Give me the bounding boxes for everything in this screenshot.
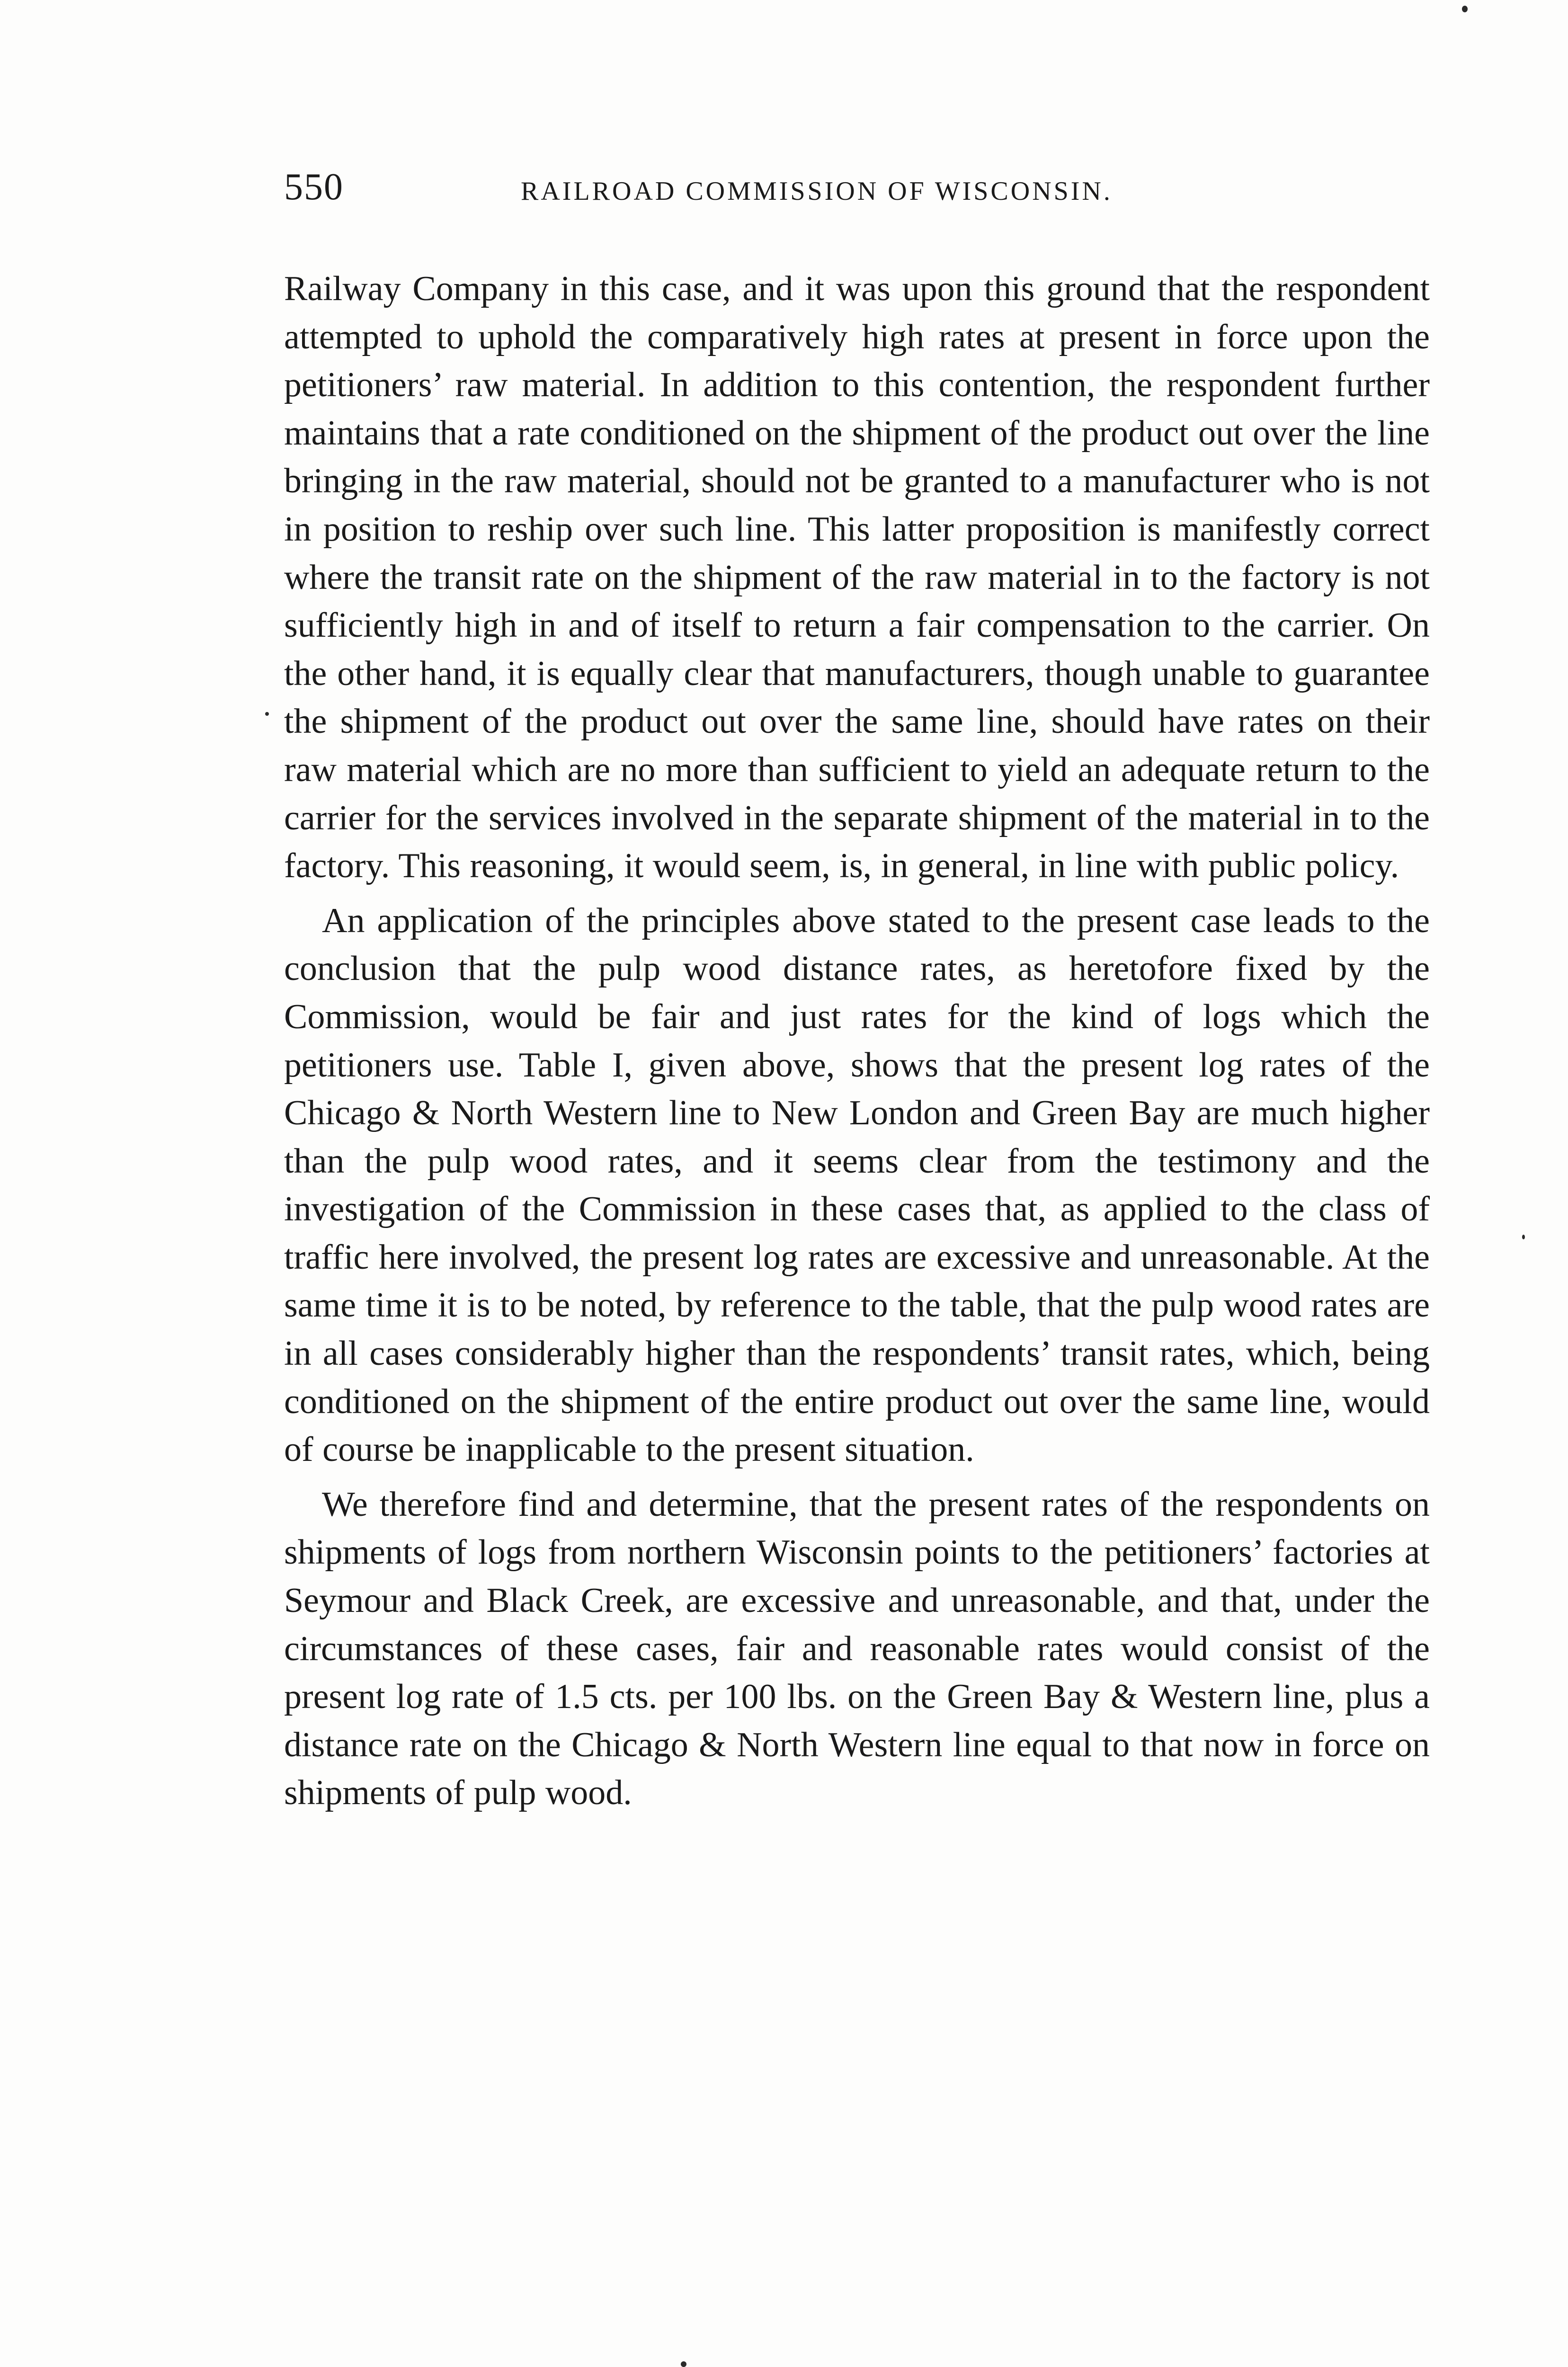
paragraph-2: An application of the principles above stated to the present case leads to the conclusion that the pulp wood distance rates, as heretofore fixed by the Commission, would be fair and just rates for the kind of logs which the petitioners use. Table I, given above, shows that the present log rates of the Chicago & North Western line to New London and Green Bay are much higher than the pulp wood rates, and it seems clear from the testimony and the investigation of the Commission in these cases that, as applied to the class of traffic here involved, the present log rates are excessive and unreasonable. At the same time it is to be noted, by reference to the table, that the pulp wood rates are in all cases considerably higher than the respondents’ transit rates, which, being conditioned on the shipment of the entire product out over the same line, would of course be inapplicable to the present situation. xyxy=(284,901,1430,1469)
scan-speck-top-right xyxy=(1462,6,1468,12)
paragraph-1: Railway Company in this case, and it was upon this ground that the respondent attempted to uphold the comparatively high rates at present in force upon the petitioners’ raw material. In addition to this contention, the respondent further maintains that a rate conditioned on the shipment of the product out over the line bringing in the raw material, should not be granted to a manufacturer who is not in position to reship over such line. This latter proposition is manifestly correct where the transit rate on the shipment of the raw material in to the factory is not sufficiently high in and of itself to return a fair compensation to the carrier. On the other hand, it is equally clear that manufacturers, though unable to guarantee the shipment of the product out over the same line, should have rates on their raw material which are no more than sufficient to yield an adequate return to the carrier for the services involved in the separate shipment of the material in to the factory. This reasoning, it would seem, is, in general, in line with public policy. xyxy=(284,269,1430,886)
page-number: 550 xyxy=(284,166,344,208)
scan-speck-bottom-center xyxy=(681,2361,686,2367)
scan-speck-left-margin xyxy=(265,712,269,716)
body-text xyxy=(284,265,1430,1824)
paragraph-3: We therefore find and determine, that the present rates of the respondents on shipments of logs from northern Wisconsin points to the petitioners’ factories at Seymour and Black Creek, are excessive and unreasonable, and that, under the circumstances of these cases, fair and reasonable rates would consist of the present log rate of 1.5 cts. per 100 lbs. on the Green Bay & Western line, plus a distance rate on the Chicago & North Western line equal to that now in force on shipments of pulp wood. xyxy=(284,1485,1430,1813)
page-header xyxy=(284,161,1439,218)
scan-speck-right-margin xyxy=(1522,1235,1525,1239)
running-head: RAILROAD COMMISSION OF WISCONSIN. xyxy=(521,177,1113,206)
